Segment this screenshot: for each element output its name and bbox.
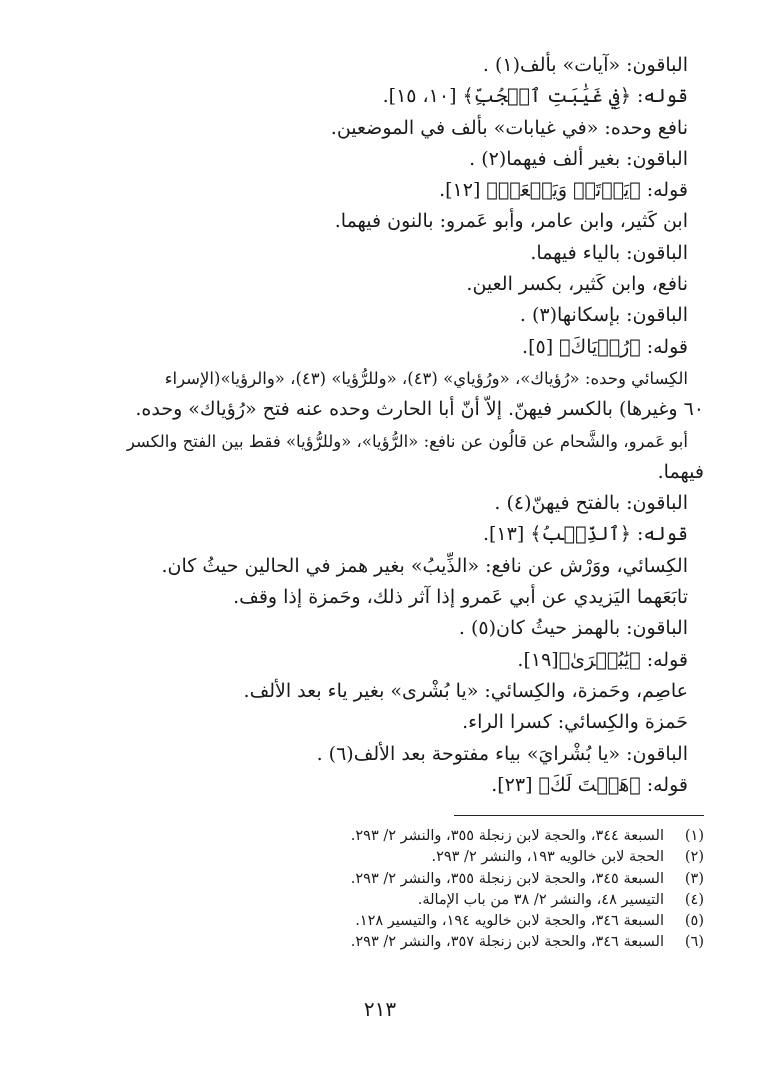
text-line: الباقون: «يا بُشْرايَ» بياء مفتوحة بعد الألف(٦) . bbox=[316, 742, 688, 765]
text-line: نافع، وابن كَثير، بكسر العين. bbox=[466, 273, 688, 296]
footnote-number: (١) bbox=[684, 828, 704, 845]
text-line: قوله: ﴿هَيۡتَ لَكَ﴾ [٢٣]. bbox=[491, 773, 688, 796]
text-line: ٦٠ وغيرها) بالكسر فيهنّ. إلاّ أنّ أبا الحارث وحده عنه فتح «رُؤياك» وحده. bbox=[135, 398, 704, 421]
text-line: قوله: ﴿ٱلذِّئۡبُ﴾ [١٣]. bbox=[482, 523, 688, 546]
footnote bbox=[104, 911, 704, 932]
footnote-number: (٤) bbox=[684, 891, 704, 908]
footnote-number: (٣) bbox=[684, 870, 704, 887]
footnote bbox=[104, 826, 704, 847]
footnote-text: السبعة ٣٤٤، والحجة لابن زنجلة ٣٥٥، والنشر ٢/ ٢٩٣. bbox=[350, 828, 664, 845]
text-line: فيهما. bbox=[657, 460, 704, 483]
footnote bbox=[104, 890, 704, 911]
text-line: عاصِم، وحَمزة، والكِسائي: «يا بُشْرى» بغير ياء بعد الألف. bbox=[243, 679, 688, 702]
text-line: نافع وحده: «في غيابات» بألف في الموضعين. bbox=[330, 116, 688, 139]
text-line: الباقون: بالفتح فيهنّ(٤) . bbox=[494, 492, 688, 515]
text-line: الباقون: «آيات» بألف(١) . bbox=[482, 54, 688, 76]
footnote bbox=[104, 932, 704, 953]
footnote-number: (٦) bbox=[684, 934, 704, 951]
text-line: أبو عَمرو، والشَّحام عن قالُون عن نافع: «الرُّؤيا»، «وللرُّؤيا» فقط بين الفتح والكسر bbox=[126, 431, 688, 451]
footnote-separator bbox=[454, 815, 704, 816]
footnote bbox=[104, 847, 704, 868]
text-line: الكِسائي وحده: «رُؤياك»، «ورُؤياي» (٤٣)، «وللرُّؤيا» (٤٣)، «والرؤيا»(الإسراء bbox=[164, 368, 688, 388]
text-line: الكِسائي، ووَرْش عن نافع: «الذِّيبُ» بغير همز في الحالين حيثُ كان. bbox=[161, 554, 688, 577]
book-page bbox=[104, 50, 704, 953]
text-line: قوله: ﴿يَٰبُشۡرَىٰ﴾[١٩]. bbox=[517, 648, 688, 671]
page-number: ٢١٣ bbox=[363, 997, 397, 1021]
text-line: ابن كَثير، وابن عامر، وأبو عَمرو: بالنون فيهما. bbox=[334, 210, 688, 233]
text-line: الباقون: بالهمز حيثُ كان(٥) . bbox=[458, 617, 688, 640]
body-text bbox=[104, 50, 704, 801]
text-line: الباقون: بالياء فيهما. bbox=[530, 241, 688, 264]
text-line: قوله: ﴿رُءۡيَاكَ﴾ [٥]. bbox=[522, 335, 688, 358]
text-line: الباقون: بغير ألف فيهما(٢) . bbox=[469, 147, 688, 170]
footnote-text: السبعة ٣٤٥، والحجة لابن زنجلة ٣٥٥، والنشر ٢/ ٢٩٣. bbox=[350, 870, 664, 887]
text-line: قوله: ﴿فِي غَيَٰبَتِ ٱلۡجُبِّ﴾ [١٠، ١٥]. bbox=[382, 85, 688, 108]
footnote-text: السبعة ٣٤٦، والحجة لابن خالويه ١٩٤، والتيسير ١٢٨. bbox=[355, 912, 664, 929]
footnote-text: التيسير ٤٨، والنشر ٢/ ٣٨ من باب الإمالة. bbox=[417, 891, 664, 908]
text-line: حَمزة والكِسائي: كسرا الراء. bbox=[462, 711, 688, 734]
footnote-separator-wrap bbox=[104, 801, 704, 826]
footnote-number: (٥) bbox=[684, 912, 704, 929]
text-line: قوله: ﴿يَرۡتَعۡ وَيَلۡعَبۡ﴾ [١٢]. bbox=[439, 179, 688, 202]
footnote bbox=[104, 869, 704, 890]
footnote-number: (٢) bbox=[684, 849, 704, 866]
footnote-text: السبعة ٣٤٦، والحجة لابن زنجلة ٣٥٧، والنشر ٢/ ٢٩٣. bbox=[350, 934, 664, 951]
footnote-text: الحجة لابن خالويه ١٩٣، والنشر ٢/ ٢٩٣. bbox=[431, 849, 664, 866]
text-line: الباقون: بإسكانها(٣) . bbox=[519, 304, 688, 327]
footnotes bbox=[104, 826, 704, 953]
text-line: تابَعَهما اليَزيدي عن أبي عَمرو إذا آثر ذلك، وحَمزة إذا وقف. bbox=[233, 586, 688, 609]
